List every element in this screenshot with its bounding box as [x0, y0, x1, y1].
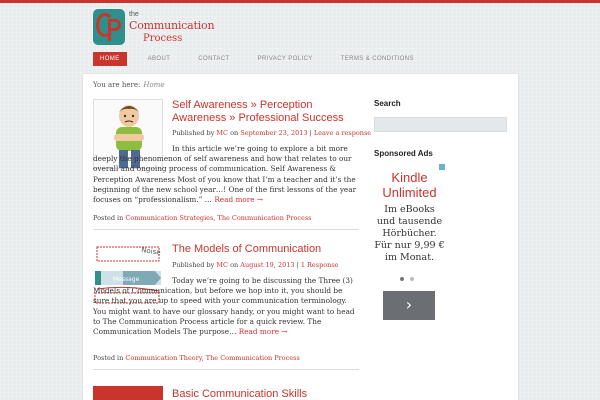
meta-published-by: Published by	[172, 129, 215, 137]
post-title[interactable]: The Models of Communication	[172, 243, 322, 255]
thumb-noise-label: Noise	[140, 246, 162, 257]
sponsored-ads-heading: Sponsored Ads	[374, 149, 433, 158]
thumb-message-label: Message	[113, 276, 140, 283]
breadcrumb-home-link[interactable]: Home	[143, 81, 165, 89]
post-excerpt	[93, 276, 359, 337]
excerpt-text: Today we’re going to be discussing the Three (3) Models of Communication, but before we hop into it, you should be sure that you are up to speed with your communication terminology. You might want to have our glossary handy, or you might want to head to The Communication Process article for a quick review. The Communication Models The purpose…	[93, 276, 355, 337]
search-heading: Search	[374, 99, 401, 108]
nav-home[interactable]: HOME	[93, 52, 127, 66]
posted-in-label: Posted in	[93, 354, 124, 362]
posted-in-label: Posted in	[93, 214, 124, 222]
nav-contact[interactable]: CONTACT	[198, 56, 230, 62]
content-wrapper	[83, 74, 518, 400]
post-item	[93, 241, 359, 366]
post-date-link[interactable]: August 19, 2013	[240, 261, 295, 269]
ad-title-line1: Kindle	[391, 170, 428, 185]
post-thumbnail-basic-skills[interactable]	[93, 386, 163, 400]
category-links[interactable]: Communication Theory, The Communication Process	[125, 354, 300, 362]
read-more-link[interactable]: Read more →	[214, 195, 264, 205]
carousel-dot[interactable]	[410, 277, 414, 281]
post-title[interactable]: Self Awareness » Perception Awareness » Professional Success	[172, 99, 344, 124]
post-author-link[interactable]: MC	[216, 129, 229, 137]
sponsored-ad[interactable]	[374, 164, 445, 284]
post-meta: Published by MC on August 19, 2013 | 1 Response	[172, 261, 339, 269]
breadcrumb	[93, 81, 164, 89]
post-title[interactable]: Basic Communication Skills	[172, 388, 308, 400]
excerpt-text: In this article we’re going to explore a bit more deeply the phenomenon of self awareness and how that relates to our overall and ongoing process of communication. Self Awareness & Perception Awareness Most of you know that I’m a teacher and it’s the beginning of the new school year…! One of the first lessons of the year focuses on “professionalism.” …	[93, 144, 357, 205]
read-more-link[interactable]: Read more →	[238, 327, 288, 337]
nav-privacy-policy[interactable]: PRIVACY POLICY	[257, 56, 313, 62]
logo-process: Process	[143, 33, 183, 44]
main-nav	[93, 52, 518, 66]
meta-published-by: Published by	[172, 261, 215, 269]
post-categories	[93, 214, 359, 230]
ad-next-button[interactable]: ›	[383, 291, 435, 320]
nav-terms-conditions[interactable]: TERMS & CONDITIONS	[340, 56, 414, 62]
ad-carousel-dots	[400, 277, 414, 281]
category-links[interactable]: Communication Strategies, The Communication Process	[125, 214, 312, 222]
post-author-link[interactable]: MC	[216, 261, 229, 269]
site-logo[interactable]	[93, 9, 218, 47]
logo-communication: Communication	[129, 19, 215, 32]
carousel-dot[interactable]	[400, 277, 404, 281]
post-excerpt	[93, 144, 359, 205]
post-item	[93, 99, 372, 224]
post-categories	[93, 354, 359, 370]
post-meta: Published by MC on September 23, 2013 | Leave a response	[172, 129, 372, 137]
logo-mark-icon	[93, 9, 125, 45]
post-comments-link[interactable]: Leave a response	[313, 129, 372, 137]
nav-about[interactable]: ABOUT	[147, 56, 171, 62]
search-input[interactable]	[374, 117, 507, 132]
logo-the: the	[129, 11, 139, 18]
ad-title-line2: Unlimited	[382, 185, 437, 200]
breadcrumb-prefix: You are here:	[93, 81, 141, 89]
ad-info-icon[interactable]	[439, 164, 445, 170]
post-date-link[interactable]: September 23, 2013	[240, 129, 308, 137]
post-item	[93, 386, 359, 400]
post-comments-link[interactable]: 1 Response	[300, 261, 339, 269]
meta-on: on	[230, 261, 239, 269]
top-accent-bar	[0, 0, 600, 3]
ad-body: Im eBooks und tausende Hörbücher. Für nur 9,99 € im Monat.	[374, 204, 445, 263]
meta-on: on	[230, 129, 239, 137]
